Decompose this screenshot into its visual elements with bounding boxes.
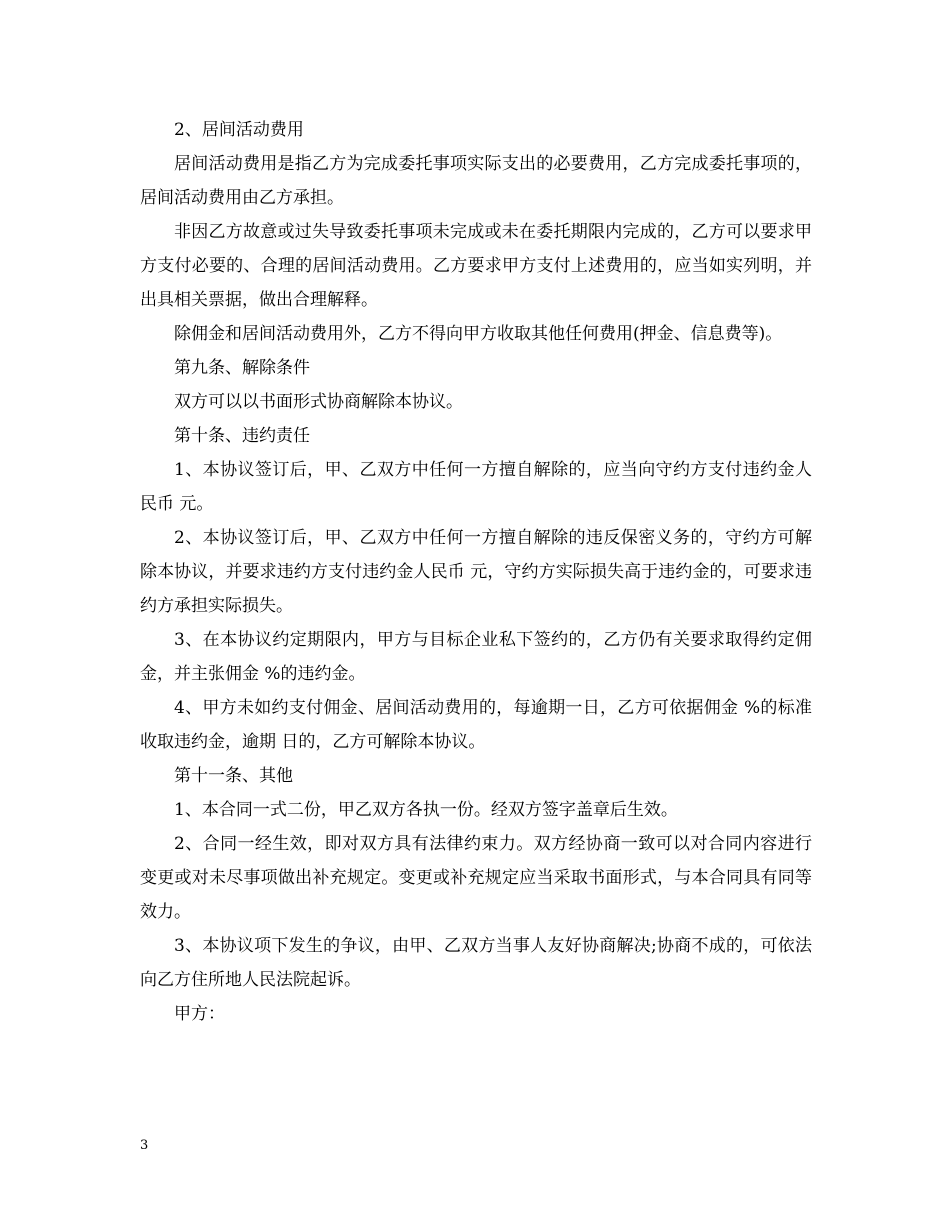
paragraph-item-fee-heading: 2、居间活动费用 (174, 120, 304, 140)
section-heading-other: 第十一条、其他 (174, 766, 293, 786)
paragraph-fee-definition: 居间活动费用是指乙方为完成委托事项实际支出的必要费用，乙方完成委托事项的，居间活动费用由乙方承担。 (140, 154, 812, 208)
document-body (140, 113, 812, 1031)
paragraph-breach-1: 1、本协议签订后，甲、乙双方中任何一方擅自解除的，应当向守约方支付违约金人民币 元。 (140, 460, 812, 514)
paragraph-fee-exclusions: 除佣金和居间活动费用外，乙方不得向甲方收取其他任何费用(押金、信息费等)。 (174, 324, 783, 344)
page-number: 3 (140, 1138, 149, 1153)
paragraph-termination: 双方可以以书面形式协商解除本协议。 (174, 392, 463, 412)
paragraph-breach-3: 3、在本协议约定期限内，甲方与目标企业私下签约的，乙方仍有关要求取得约定佣金，并主张佣金 %的违约金。 (140, 630, 812, 684)
section-heading-breach: 第十条、违约责任 (174, 426, 310, 446)
paragraph-other-3: 3、本协议项下发生的争议，由甲、乙双方当事人友好协商解决;协商不成的，可依法向乙方住所地人民法院起诉。 (140, 936, 812, 990)
paragraph-other-2: 2、合同一经生效，即对双方具有法律约束力。双方经协商一致可以对合同内容进行变更或对未尽事项做出补充规定。变更或补充规定应当采取书面形式，与本合同具有同等效力。 (140, 834, 812, 922)
paragraph-breach-4: 4、甲方未如约支付佣金、居间活动费用的，每逾期一日，乙方可依据佣金 %的标准收取违约金，逾期 日的，乙方可解除本协议。 (140, 698, 812, 752)
paragraph-other-1: 1、本合同一式二份，甲乙双方各执一份。经双方签字盖章后生效。 (174, 800, 678, 820)
section-heading-termination: 第九条、解除条件 (174, 358, 310, 378)
paragraph-fee-incomplete: 非因乙方故意或过失导致委托事项未完成或未在委托期限内完成的，乙方可以要求甲方支付必要的、合理的居间活动费用。乙方要求甲方支付上述费用的，应当如实列明，并出具相关票据，做出合理解释。 (140, 222, 812, 310)
signature-party-a: 甲方： (174, 1004, 225, 1024)
paragraph-breach-2: 2、本协议签订后，甲、乙双方中任何一方擅自解除的违反保密义务的，守约方可解除本协议，并要求违约方支付违约金人民币 元，守约方实际损失高于违约金的，可要求违约方承担实际损失。 (140, 528, 812, 616)
